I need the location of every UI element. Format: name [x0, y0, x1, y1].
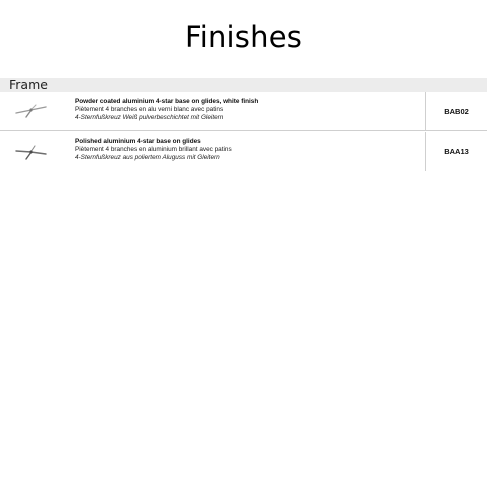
finish-description [75, 98, 420, 122]
section-header-frame: Frame [0, 78, 487, 92]
finish-code: BAA13 [425, 132, 487, 171]
star-base-white-icon [14, 102, 48, 120]
finish-name-en: Powder coated aluminium 4-star base on glides, white finish [75, 98, 259, 105]
finish-name-fr: Piètement 4 branches en alu verni blanc avec patins [75, 106, 224, 113]
finish-name-de: 4-Sternfußkreuz aus poliertem Aluguss mit Gleitern [75, 154, 220, 161]
star-base-polished-icon [14, 142, 48, 160]
finish-name-fr: Piètement 4 branches en aluminium brillant avec patins [75, 146, 232, 153]
page-title: Finishes [184, 20, 303, 54]
finish-name-en: Polished aluminium 4-star base on glides [75, 138, 201, 145]
finish-code: BAB02 [425, 92, 487, 131]
finish-row [0, 92, 487, 131]
finish-name-de: 4-Sternfußkreuz Weiß pulverbeschichtet mit Gleitern [75, 114, 224, 121]
finish-description [75, 138, 420, 162]
finish-row [0, 132, 487, 171]
